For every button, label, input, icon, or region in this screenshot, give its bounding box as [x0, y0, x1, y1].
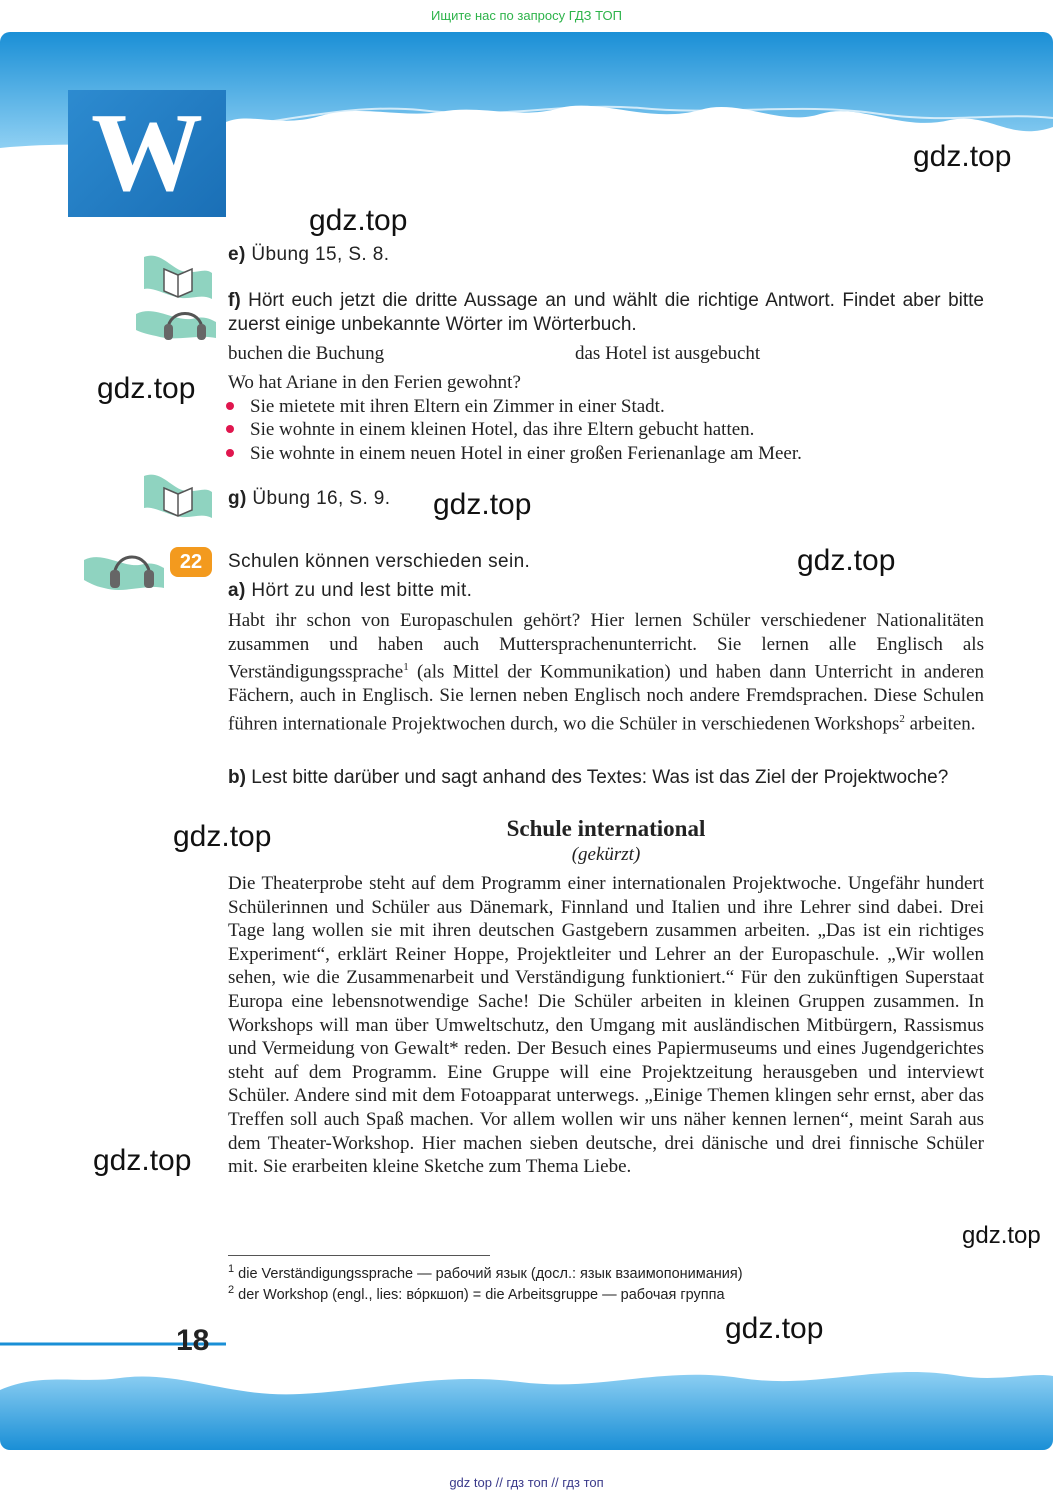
- footnote-text: die Verständigungssprache — рабочий язык (досл.: язык взаимопонимания): [238, 1265, 743, 1282]
- textbook-page: [0, 32, 1053, 1450]
- headphones-icon: [136, 294, 216, 344]
- footnote-ref[interactable]: 2: [899, 712, 905, 725]
- vocab-left: buchen die Buchung: [228, 343, 385, 364]
- answer-option[interactable]: [226, 443, 802, 465]
- article-body: Die Theaterprobe steht auf dem Programm einer internationalen Projektwoche. Ungefähr hundert Schülerinnen und Schüler aus Dänemark, Finnland und Italien und ihre Lehrer sind dabei. Drei Tage lang wollen sie mit ihren deutschen Gastgebern zusammen arbeiten. „Das ist ein richtiges Experiment“, erklärt Reiner Hoppe, Projektleiter und Lehrer an der Europaschule. „Wir wollen sehen, wie die Zusammenarbeit und Verständigung funktioniert.“ Für den zukünftigen Superstaat Europa eine lebensnotwendige Sache! Die Schüler arbeiten in kleinen Gruppen zusammen. In Workshops will man über Umweltschutz, den Umgang mit ausländischen Mitbürgern, Rassismus und Vermeidung von Gewalt* reden. Der Besuch eines Papiermuseums und eines Jugendgerichtes steht auf dem Programm. Eine Gruppe will eine Projektzeitung herausgeben und interviewt Schüler. Andere sind mit dem Fotoapparat unterwegs. „Einige Themen klingen sehr ernst, aber das Treffen soll auch Spaß machen. Vor allem wollen wir uns näher kennen lernen“, meint Sarah aus dem Theater-Workshop. Hier machen sieben deutsche, drei dänische und drei finnische Schüler mit. Sie erarbeiten kleine Sketche zum Thema Liebe.: [228, 873, 984, 1178]
- vocab-right: das Hotel ist ausgebucht: [575, 343, 761, 364]
- answer-option[interactable]: [226, 419, 754, 441]
- bottom-banner[interactable]: gdz top // гдз топ // гдз топ: [449, 1475, 604, 1490]
- exercise-label: b): [228, 767, 246, 788]
- exercise-label: e): [228, 244, 246, 265]
- exercise-f: [228, 289, 984, 337]
- bullet-icon: [226, 449, 234, 457]
- task-title: Schulen können verschieden sein.: [228, 551, 531, 572]
- footnote-number: 1: [228, 1263, 235, 1275]
- watermark: gdz.top: [962, 1222, 1041, 1249]
- article-subtitle: (gekürzt): [571, 844, 641, 865]
- headphones-icon: [84, 538, 164, 596]
- bullet-icon: [226, 425, 234, 433]
- footnote-divider: [228, 1255, 490, 1256]
- exercise-label: g): [228, 488, 247, 509]
- option-text: Sie wohnte in einem kleinen Hotel, das ihre Eltern gebucht hatten.: [250, 419, 755, 440]
- exercise-text: Hört euch jetzt die dritte Aussage an und wählt die richtige Antwort. Findet aber bitte zuerst einige unbekannte Wörter im Wörterbuch.: [228, 290, 985, 335]
- intro-paragraph: [228, 609, 984, 736]
- exercise-b: [228, 766, 984, 790]
- footnote: [228, 1263, 743, 1282]
- footnote: [228, 1284, 725, 1303]
- page-number: 18: [176, 1324, 210, 1357]
- exercise-g: [228, 488, 390, 510]
- footnote-ref[interactable]: 1: [403, 661, 409, 674]
- answer-option[interactable]: [226, 396, 665, 418]
- option-text: Sie mietete mit ihren Eltern ein Zimmer in einer Stadt.: [250, 396, 665, 417]
- exercise-text: Übung 16, S. 9.: [252, 488, 391, 509]
- exercise-text: Übung 15, S. 8.: [251, 244, 390, 265]
- bullet-icon: [226, 402, 234, 410]
- exercise-a: [228, 580, 472, 602]
- exercise-label: a): [228, 580, 246, 601]
- watermark: gdz.top: [433, 488, 532, 521]
- task-number-badge: 22: [170, 547, 212, 577]
- watermark: gdz.top: [725, 1312, 824, 1345]
- footnote-text: der Workshop (engl., lies: во́ркшоп) = die Arbeitsgruppe — рабочая группа: [238, 1286, 725, 1303]
- intro-text: arbeiten.: [909, 713, 976, 735]
- section-logo: W: [68, 90, 226, 217]
- watermark: gdz.top: [97, 372, 196, 405]
- watermark: gdz.top: [913, 140, 1012, 173]
- watermark: gdz.top: [173, 820, 272, 853]
- exercise-text: Lest bitte darüber und sagt anhand des Textes: Was ist das Ziel der Projektwoche?: [251, 767, 949, 788]
- exercise-text: Hört zu und lest bitte mit.: [251, 580, 473, 601]
- question: Wo hat Ariane in den Ferien gewohnt?: [228, 372, 521, 393]
- top-banner[interactable]: Ищите нас по запросу ГДЗ ТОП: [431, 8, 622, 23]
- intro-text: (als Mittel der Kommunikation) und haben dann Unterricht in anderen Fächern, auch in Englisch. Sie lernen neben Englisch noch andere Fremdsprachen. Diese Schulen führen internationale Projektwochen durch, wo die Schüler in verschiedenen Workshops: [228, 661, 985, 735]
- exercise-label: f): [228, 290, 241, 311]
- book-icon: [140, 466, 216, 526]
- watermark: gdz.top: [93, 1144, 192, 1177]
- watermark: gdz.top: [309, 204, 408, 237]
- article-title: Schule international: [506, 816, 706, 841]
- footnote-number: 2: [228, 1284, 235, 1296]
- intro-text: Habt ihr schon von Europaschulen gehört? Hier lernen Schüler verschiedener Nationalitäten zusammen und haben auch Muttersprachenunterricht. Sie lernen alle Englisch als Verständigungssprache: [228, 610, 984, 683]
- watermark: gdz.top: [797, 544, 896, 577]
- footer-wave: [0, 1342, 1053, 1450]
- option-text: Sie wohnte in einem neuen Hotel in einer großen Ferienanlage am Meer.: [250, 443, 802, 464]
- exercise-e: [228, 244, 389, 266]
